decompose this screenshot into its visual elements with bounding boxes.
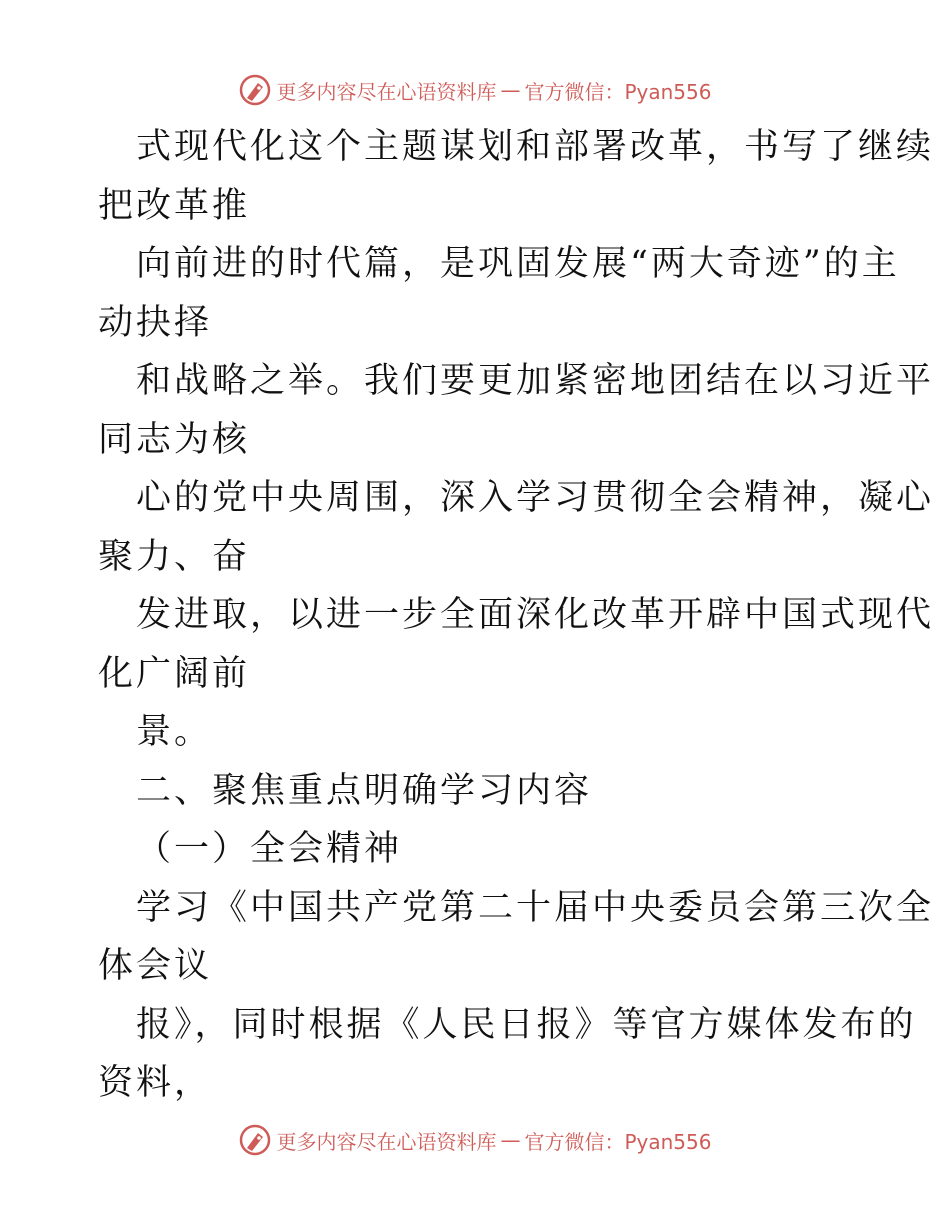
watermark-separator: — bbox=[500, 1128, 521, 1152]
paragraph-line: 和战略之举。我们要更加紧密地团结在以习近平 bbox=[136, 361, 935, 401]
paragraph-line: 体会议 bbox=[98, 946, 213, 986]
pen-nib-logo-icon bbox=[238, 73, 272, 107]
paragraph-line: 式现代化这个主题谋划和部署改革，书写了继续 bbox=[136, 127, 935, 167]
paragraph-line: 发进取，以进一步全面深化改革开辟中国式现代 bbox=[136, 595, 935, 635]
watermark-wechat: 官方微信：Pyan556 bbox=[524, 1129, 712, 1154]
paragraph-line: 学习《中国共产党第二十届中央委员会第三次全 bbox=[136, 887, 935, 928]
paragraph-line: 把改革推 bbox=[98, 185, 251, 226]
watermark-separator: — bbox=[500, 78, 521, 102]
subsection-heading: （一）全会精神 bbox=[136, 829, 403, 869]
paragraph-line: 聚力、奋 bbox=[98, 536, 251, 577]
document-body bbox=[98, 118, 935, 1113]
paragraph-line: 心的党中央周围，深入学习贯彻全会精神，凝心 bbox=[136, 478, 935, 518]
paragraph-line: 同志为核 bbox=[98, 419, 251, 460]
header-watermark bbox=[0, 70, 950, 110]
paragraph-line: 资料， bbox=[98, 1063, 213, 1103]
watermark-text: 更多内容尽在心语资料库 bbox=[276, 79, 497, 104]
paragraph-line: 动抉择 bbox=[98, 302, 213, 343]
pen-nib-logo-icon bbox=[238, 1123, 272, 1157]
paragraph-line: 化广阔前 bbox=[98, 653, 251, 694]
footer-watermark bbox=[0, 1120, 950, 1160]
paragraph-line: 报》，同时根据《人民日报》等官方媒体发布的 bbox=[136, 1004, 917, 1045]
section-heading: 二、聚焦重点明确学习内容 bbox=[136, 770, 593, 811]
paragraph-line: 景。 bbox=[136, 712, 213, 752]
watermark-wechat: 官方微信：Pyan556 bbox=[524, 79, 712, 104]
paragraph-line: 向前进的时代篇，是巩固发展“两大奇迹”的主 bbox=[136, 244, 900, 284]
watermark-text: 更多内容尽在心语资料库 bbox=[276, 1129, 497, 1154]
